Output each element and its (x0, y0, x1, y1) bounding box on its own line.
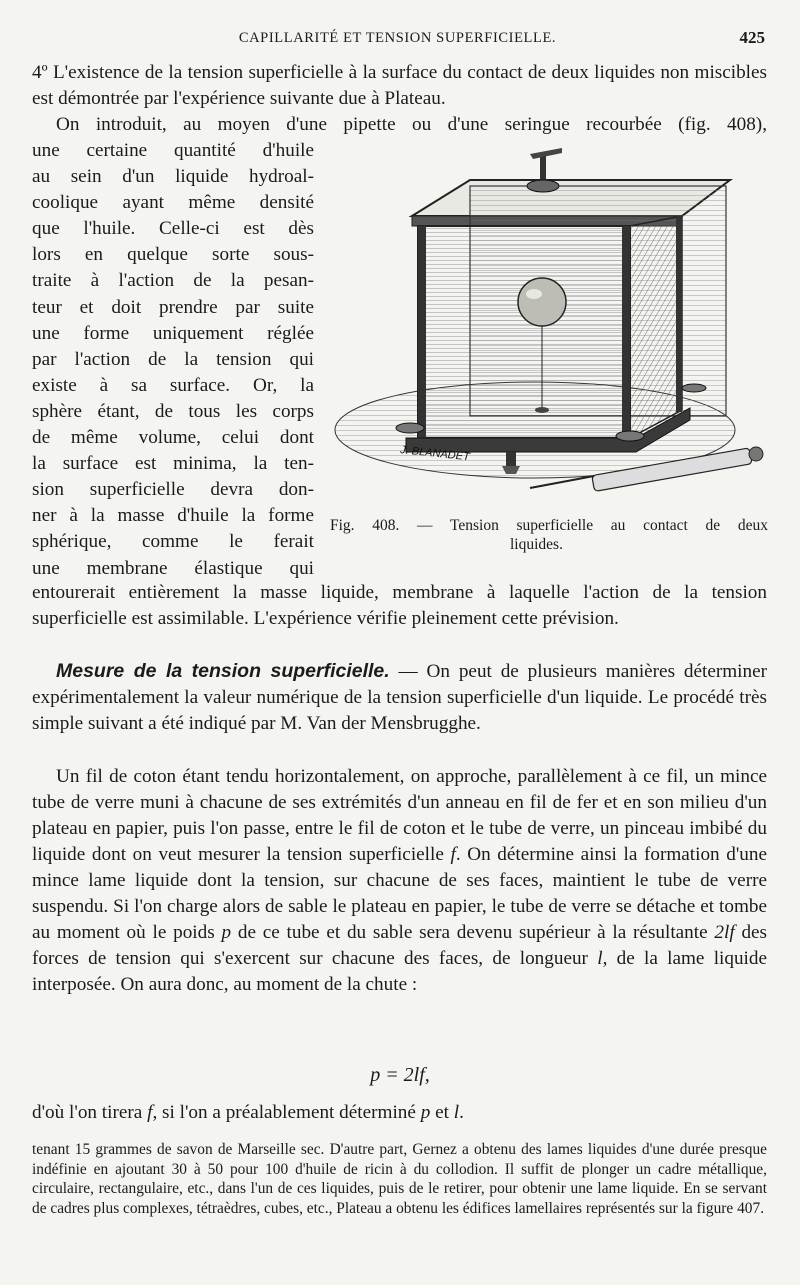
conclusion-text: et (430, 1102, 454, 1123)
wrapped-line: que l'huile. Celle-ci est dès (32, 218, 314, 240)
paragraph-continuation: entourerait entièrement la masse liquide, membrane à laquelle l'action de la tension superficielle est assimilable. L'expérience vérifie pleinement cette prévision. (32, 582, 767, 629)
caption-line: liquides. (510, 536, 563, 553)
paragraph-plateau-first-line: On introduit, au moyen d'une pipette ou d'une seringue recourbée (fig. 408), (56, 114, 767, 135)
wrapped-line: coolique ayant même densité (32, 192, 314, 214)
engraver-signature: J. BLANADET (399, 444, 471, 464)
method-text: . On détermine ainsi la formation d'une mince lame liquide dont la tension, sur chacune de ses faces, maintient le tube de verre suspendu. Si l'on charge alors de sable le plateau en papier, le tube de verre se détache et tombe au moment où le poids (32, 844, 768, 943)
wrapped-line: teur et doit prendre par suite (32, 296, 314, 318)
oil-sphere (518, 278, 566, 326)
conclusion-text: . (459, 1102, 464, 1123)
wrapped-line: lors en quelque sorte sous- (32, 244, 314, 266)
method-text: des forces de tension qui s'exercent sur chacune des faces, de longueur (32, 922, 768, 969)
wrapped-line: au sein d'un liquide hydroal- (32, 166, 314, 188)
running-title: CAPILLARITÉ ET TENSION SUPERFICIELLE. (238, 30, 557, 46)
wrapped-line: une forme uniquement réglée (32, 322, 314, 344)
wrapped-line: sphérique, comme le ferait (32, 531, 314, 553)
paragraph-intro: 4º L'existence de la tension superficielle à la surface du contact de deux liquides non miscibles est démontrée par l'expérience suivante due à Plateau. (32, 62, 767, 109)
figure-408-engraving (330, 140, 768, 516)
wrapped-line: traite à l'action de la pesan- (32, 270, 314, 292)
wrapped-line: ner à la masse d'huile la forme (32, 505, 314, 527)
footnote: tenant 15 grammes de savon de Marseille sec. D'autre part, Gernez a obtenu des lames liquides d'une durée presque indéfinie en ajoutant 30 à 50 pour 100 d'huile de ricin à du collodion. Il suffit de plonger un cadre métallique, circulaire, rectangulaire, etc., dans l'un de ces liquides, puis de le retirer, pour obtenir une lame liquide. En se servant de cadres plus complexes, tétraèdres, cubes, etc., Plateau a obtenu les édifices lamellaires représentés sur la figure 407. (32, 1141, 767, 1217)
symbol-f: f (450, 844, 456, 865)
formula: p = 2lf, (370, 1064, 430, 1086)
wrapped-line: une membrane élastique qui (32, 557, 314, 579)
conclusion-text: d'où l'on tirera (32, 1102, 143, 1123)
paragraph-section (32, 658, 767, 737)
symbol-l: l (453, 1102, 460, 1123)
wrapped-line: sphère étant, de tous les corps (32, 400, 314, 422)
section-heading: Mesure de la tension superficielle. (56, 660, 390, 682)
wrapped-text-column (32, 138, 314, 582)
symbol-l: l (597, 948, 603, 969)
wrapped-line: existe à sa surface. Or, la (32, 374, 314, 396)
symbol-p: p (420, 1102, 431, 1123)
method-text: Un fil de coton étant tendu horizontalement, on approche, parallèlement à ce fil, un mince tube de verre muni à chacune de ses extrémités d'un anneau en fil de fer et en son milieu d'un plateau en papier, puis l'on passe, entre le fil de coton et le tube de verre, un pinceau imbibé du liquide dont on veut mesurer la tension superficielle (32, 766, 767, 865)
conclusion-text: , si l'on a préalablement déterminé (152, 1102, 416, 1123)
caption-line: Fig. 408. — Tension superficielle au contact de deux (330, 517, 768, 534)
figure-caption (330, 516, 768, 554)
section-text: — On peut de plusieurs manières déterminer expérimentalement la valeur numérique de la tension superficielle d'un liquide. Le procédé très simple suivant a été indiqué par M. Van der Mensbrugghe. (32, 661, 767, 734)
symbol-p: p (221, 922, 232, 943)
page-number: 425 (739, 28, 765, 47)
method-text: de ce tube et du sable sera devenu supérieur à la résultante (231, 922, 708, 943)
symbol-f: f (147, 1102, 153, 1123)
glass-tank (418, 226, 630, 438)
wrapped-line: sion superficielle devra don- (32, 479, 314, 501)
paragraph-conclusion (32, 1100, 767, 1126)
wrapped-line: une certaine quantité d'huile (32, 140, 314, 161)
paragraph-method (32, 764, 767, 998)
wrapped-line: par l'action de la tension qui (32, 348, 314, 370)
wrapped-line: la surface est minima, la ten- (32, 453, 314, 475)
symbol-2lf: 2lf (714, 922, 735, 943)
page-header (30, 28, 765, 50)
wrapped-line: de même volume, celui dont (32, 427, 314, 449)
method-text: , de la lame liquide interposée. On aura donc, au moment de la chute : (32, 948, 768, 995)
